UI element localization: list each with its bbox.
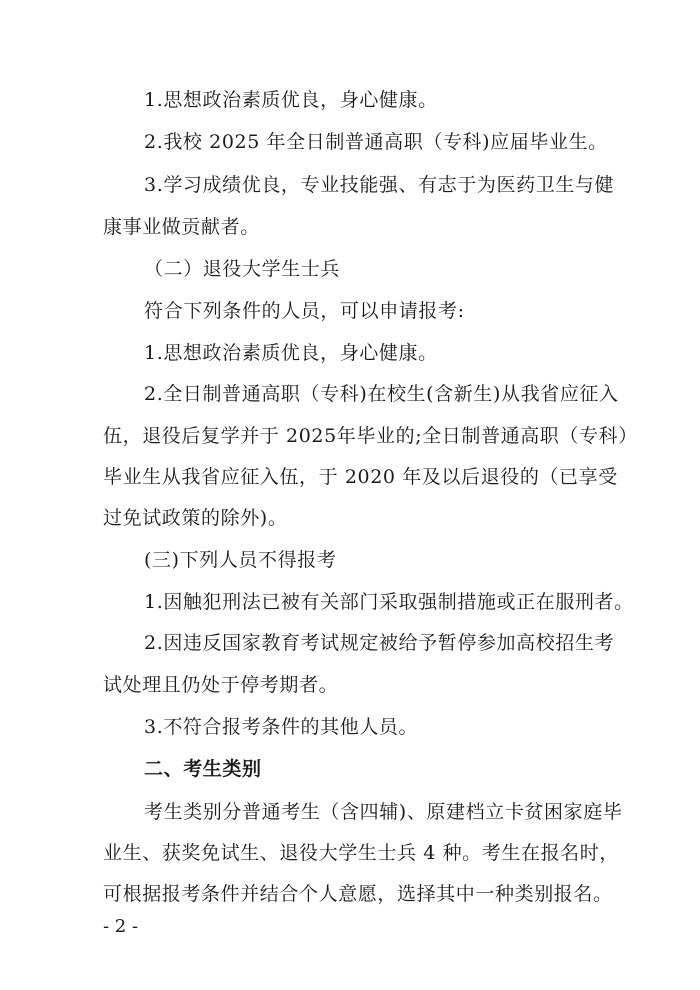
text-line: 毕业生从我省应征入伍，于 2020 年及以后退役的（已享受 [103, 466, 618, 488]
text-line: 考生类别分普通考生（含四辅)、原建档立卡贫困家庭毕 [144, 801, 623, 823]
text-line: 3.学习成绩优良，专业技能强、有志于为医药卫生与健 [144, 174, 615, 196]
text-line: 符合下列条件的人员，可以申请报考: [144, 300, 465, 322]
text-line: 可根据报考条件并结合个人意愿，选择其中一种类别报名。 [103, 883, 613, 905]
section-subheading: （二）退役大学生士兵 [144, 258, 341, 280]
text-line: 2.我校 2025 年全日制普通高职（专科)应届毕业生。 [144, 131, 608, 153]
text-line: 2.全日制普通高职（专科)在校生(含新生)从我省应征入 [144, 383, 619, 405]
text-line: 康事业做贡献者。 [103, 216, 260, 238]
text-line: 1.思想政治素质优良，身心健康。 [144, 342, 438, 364]
section-subheading: (三)下列人员不得报考 [144, 549, 337, 571]
page-number: - 2 - [103, 916, 139, 937]
text-line: 伍，退役后复学并于 2025年毕业的;全日制普通高职（专科） [103, 425, 638, 447]
text-line: 业生、获奖免试生、退役大学生士兵 4 种。考生在报名时， [103, 842, 619, 864]
text-line: 过免试政策的除外)。 [103, 507, 288, 529]
text-line: 1.思想政治素质优良，身心健康。 [144, 89, 438, 111]
text-line: 2.因违反国家教育考试规定被给予暂停参加高校招生考 [144, 632, 615, 654]
text-line: 1.因触犯刑法已被有关部门采取强制措施或正在服刑者。 [144, 591, 634, 613]
section-heading: 二、考生类别 [144, 758, 262, 780]
text-line: 3.不符合报考条件的其他人员。 [144, 716, 419, 738]
text-line: 试处理且仍处于停考期者。 [103, 674, 339, 696]
